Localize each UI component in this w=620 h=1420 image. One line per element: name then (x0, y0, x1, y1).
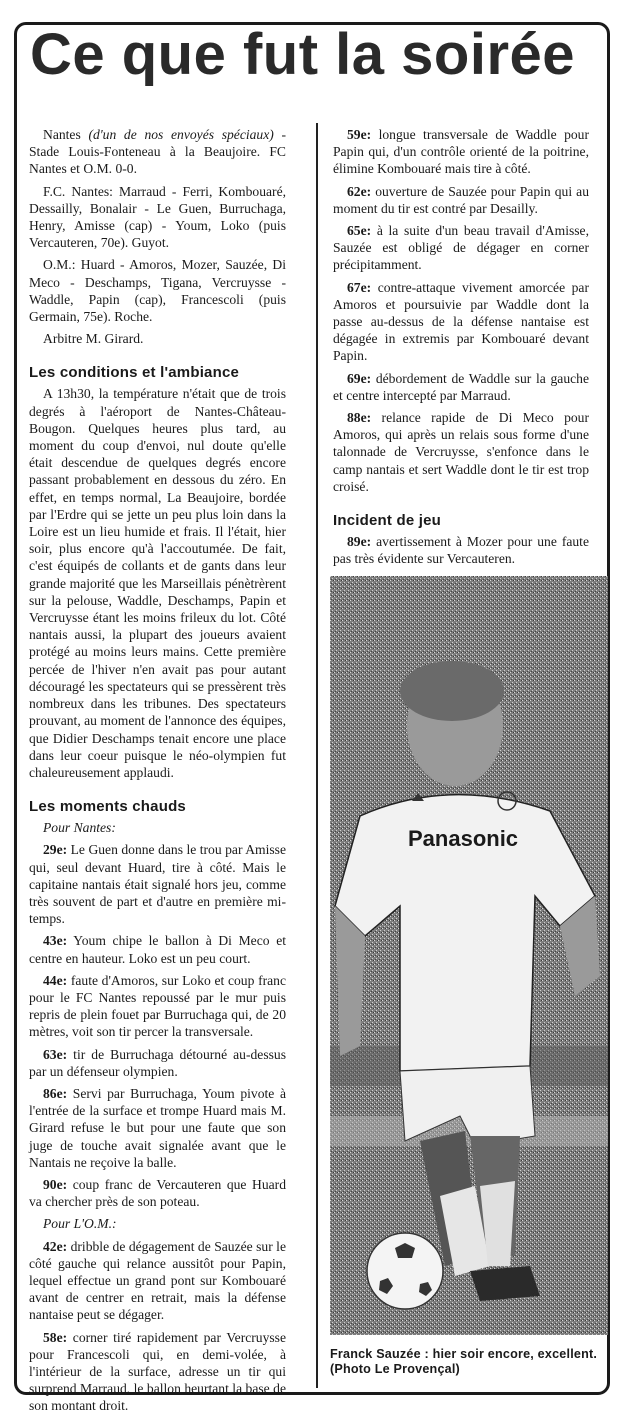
incident-body: avertissement à Mozer pour une faute pas très évidente sur Vercauteren. (333, 534, 589, 567)
event-item (29, 972, 286, 1041)
om-events-left (29, 1238, 286, 1415)
event-item (29, 1329, 286, 1415)
heading-incident: Incident de jeu (333, 512, 442, 530)
event-minute: 43e: (43, 933, 68, 949)
event-minute: 58e: (43, 1329, 68, 1345)
player-photo (330, 576, 608, 1335)
event-item (29, 841, 286, 927)
event-minute: 90e: (43, 1176, 68, 1192)
event-item (333, 409, 589, 495)
photo-caption: Franck Sauzée : hier soir encore, excellent. (Photo Le Provençal) (330, 1347, 598, 1376)
conditions-text: A 13h30, la température n'était que de trois degrés à l'aéroport de Nantes-Château-Bougon. Quelques heures plus tard, au moment du coup d'envoi, nul doute qu'elle était descendue de quelques degrés encore passant probablement en dessous du zéro. En effet, en temps normal, La Beaujoire, bordée par l'Erdre qui se jette un peu plus loin dans la Loire est un lieu humide et frais. Il l'était, hier soir, plus encore qu'à l'accoutumée. De fait, c'est équipés de collants et de gants dans leur grande majorité que les Marseillais pénètrèrent sur la pelouse, Waddle, Deschamps, Papin et Vercruysse étant les moins frileux du lot. Côté nantais aussi, la plupart des joueurs avaient protégé au moins leurs mains. Cette première percée de l'hiver n'en avait pas pour autant découragé les spectateurs qui se pressèrent très nombreux dans les tribunes. Des spectateurs prouvant, au moment de l'annonce des équipes, que Didier Deschamps tenait encore une place dans leur coeur puisque le néo-olympien fut chaleureusement applaudi. (29, 386, 286, 780)
event-minute: 86e: (43, 1085, 68, 1101)
dateline-byline: (d'un de nos envoyés spéciaux) (88, 127, 274, 142)
event-item (333, 183, 589, 217)
event-text: débordement de Waddle sur la gauche et centre intercepté par Marraud. (333, 370, 589, 403)
player-photo-illustration (330, 576, 608, 1335)
event-minute: 65e: (347, 223, 372, 239)
event-text: Servi par Burruchaga, Youm pivote à l'entrée de la surface et trompe Huard mais M. Girard refuse le but pour une faute que son juge de touche avait signalée avant que le Nantais ne reçoive la balle. (29, 1085, 286, 1170)
heading-moments: Les moments chauds (29, 798, 186, 816)
event-text: à la suite d'un beau travail d'Amisse, Sauzée est obligé de dégager en corner précipitamment. (333, 223, 589, 273)
event-text: relance rapide de Di Meco pour Amoros, qui après un relais sous forme d'une talonnade de Vercruysse, s'enfonce dans le camp nantais et sert Waddle dont le tir est trop croisé. (333, 410, 589, 494)
event-item (29, 1085, 286, 1171)
event-minute: 42e: (43, 1238, 68, 1254)
event-item (29, 932, 286, 966)
heading-conditions: Les conditions et l'ambiance (29, 364, 240, 382)
event-text: Le Guen donne dans le trou par Amisse qui, seul devant Huard, tire à côté. Mais le capitaine nantais était signalé hors jeu, comme très souvent de part et d'autre en première mi-temps. (29, 842, 286, 927)
event-text: tir de Burruchaga détourné au-dessus par un défenseur olympien. (29, 1046, 286, 1079)
event-minute: 62e: (347, 183, 372, 199)
event-item (333, 222, 589, 274)
referee: Arbitre M. Girard. (43, 331, 144, 347)
event-text: contre-attaque vivement amorcée par Amoros et poursuivie par Waddle dont la passe au-dessus de la défense nantaise est dégagée in extremis par Kombouaré devant Papin. (333, 279, 589, 364)
event-text: longue transversale de Waddle pour Papin qui, d'un contrôle orienté de la poitrine, élimine Kombouaré mais tire à côté. (333, 127, 589, 177)
event-item (333, 126, 589, 178)
event-text: Youm chipe le ballon à Di Meco et centre en hauteur. Loko est un peu court. (29, 933, 286, 966)
intro-paragraph (29, 126, 286, 178)
event-minute: 69e: (347, 370, 372, 386)
incident-text (333, 533, 589, 567)
left-column (29, 126, 286, 1420)
event-minute: 44e: (43, 972, 68, 988)
lineup-om: O.M.: Huard - Amoros, Mozer, Sauzée, Di Meco - Deschamps, Tigana, Vercruysse - Waddle, Papin (cap), Francescoli (puis Germain, 75e). Roche. (29, 257, 286, 325)
event-minute: 59e: (347, 127, 372, 142)
right-column (333, 126, 589, 590)
event-text: coup franc de Vercauteren que Huard va chercher près de son poteau. (29, 1176, 286, 1210)
column-divider (316, 123, 318, 1388)
label-pour-om: Pour L'O.M.: (43, 1216, 117, 1232)
event-text: corner tiré rapidement par Vercruysse pour Francescoli qui, en demi-volée, à l'intérieur de la surface, adresse un tir qui surprend Marraud, le ballon heurtant la base de son montant droit. (29, 1329, 286, 1414)
event-minute: 29e: (43, 842, 68, 858)
lineup-nantes: F.C. Nantes: Marraud - Ferri, Kombouaré, Dessailly, Bonalair - Le Guen, Burruchaga, Henry, Amisse (cap) - Youm, Loko (puis Vercauteren, 70e). Guyot. (29, 183, 286, 251)
event-text: dribble de dégagement de Sauzée sur le côté gauche qui relance aussitôt pour Papin, lequel effectue un grand pont sur Kombouaré avant de centrer en retrait, mais la défense nantaise peut se dégager. (29, 1238, 286, 1323)
event-item (333, 370, 589, 404)
event-item (29, 1046, 286, 1080)
dateline-rest: - Stade Louis-Fonteneau à la Beaujoire. FC Nantes et O.M. 0-0. (29, 127, 286, 177)
event-item (29, 1238, 286, 1324)
om-events-right (333, 126, 589, 495)
incident-minute: 89e: (347, 534, 372, 550)
event-minute: 63e: (43, 1046, 68, 1062)
event-item (333, 279, 589, 365)
shirt-sponsor: Panasonic (408, 826, 519, 851)
nantes-events (29, 841, 286, 1210)
article-title: Ce que fut la soirée (30, 22, 576, 87)
event-minute: 67e: (347, 279, 372, 295)
event-text: faute d'Amoros, sur Loko et coup franc pour le FC Nantes repoussé par le mur puis repris de plein fouet par Burruchaga qui, de 20 mètres, voit son tir percer la transversale. (29, 972, 286, 1040)
event-minute: 88e: (347, 410, 372, 426)
dateline-place: Nantes (43, 127, 81, 142)
event-item (29, 1176, 286, 1210)
label-pour-nantes: Pour Nantes: (43, 820, 116, 836)
event-text: ouverture de Sauzée pour Papin qui au moment du tir est contré par Desailly. (333, 183, 589, 216)
